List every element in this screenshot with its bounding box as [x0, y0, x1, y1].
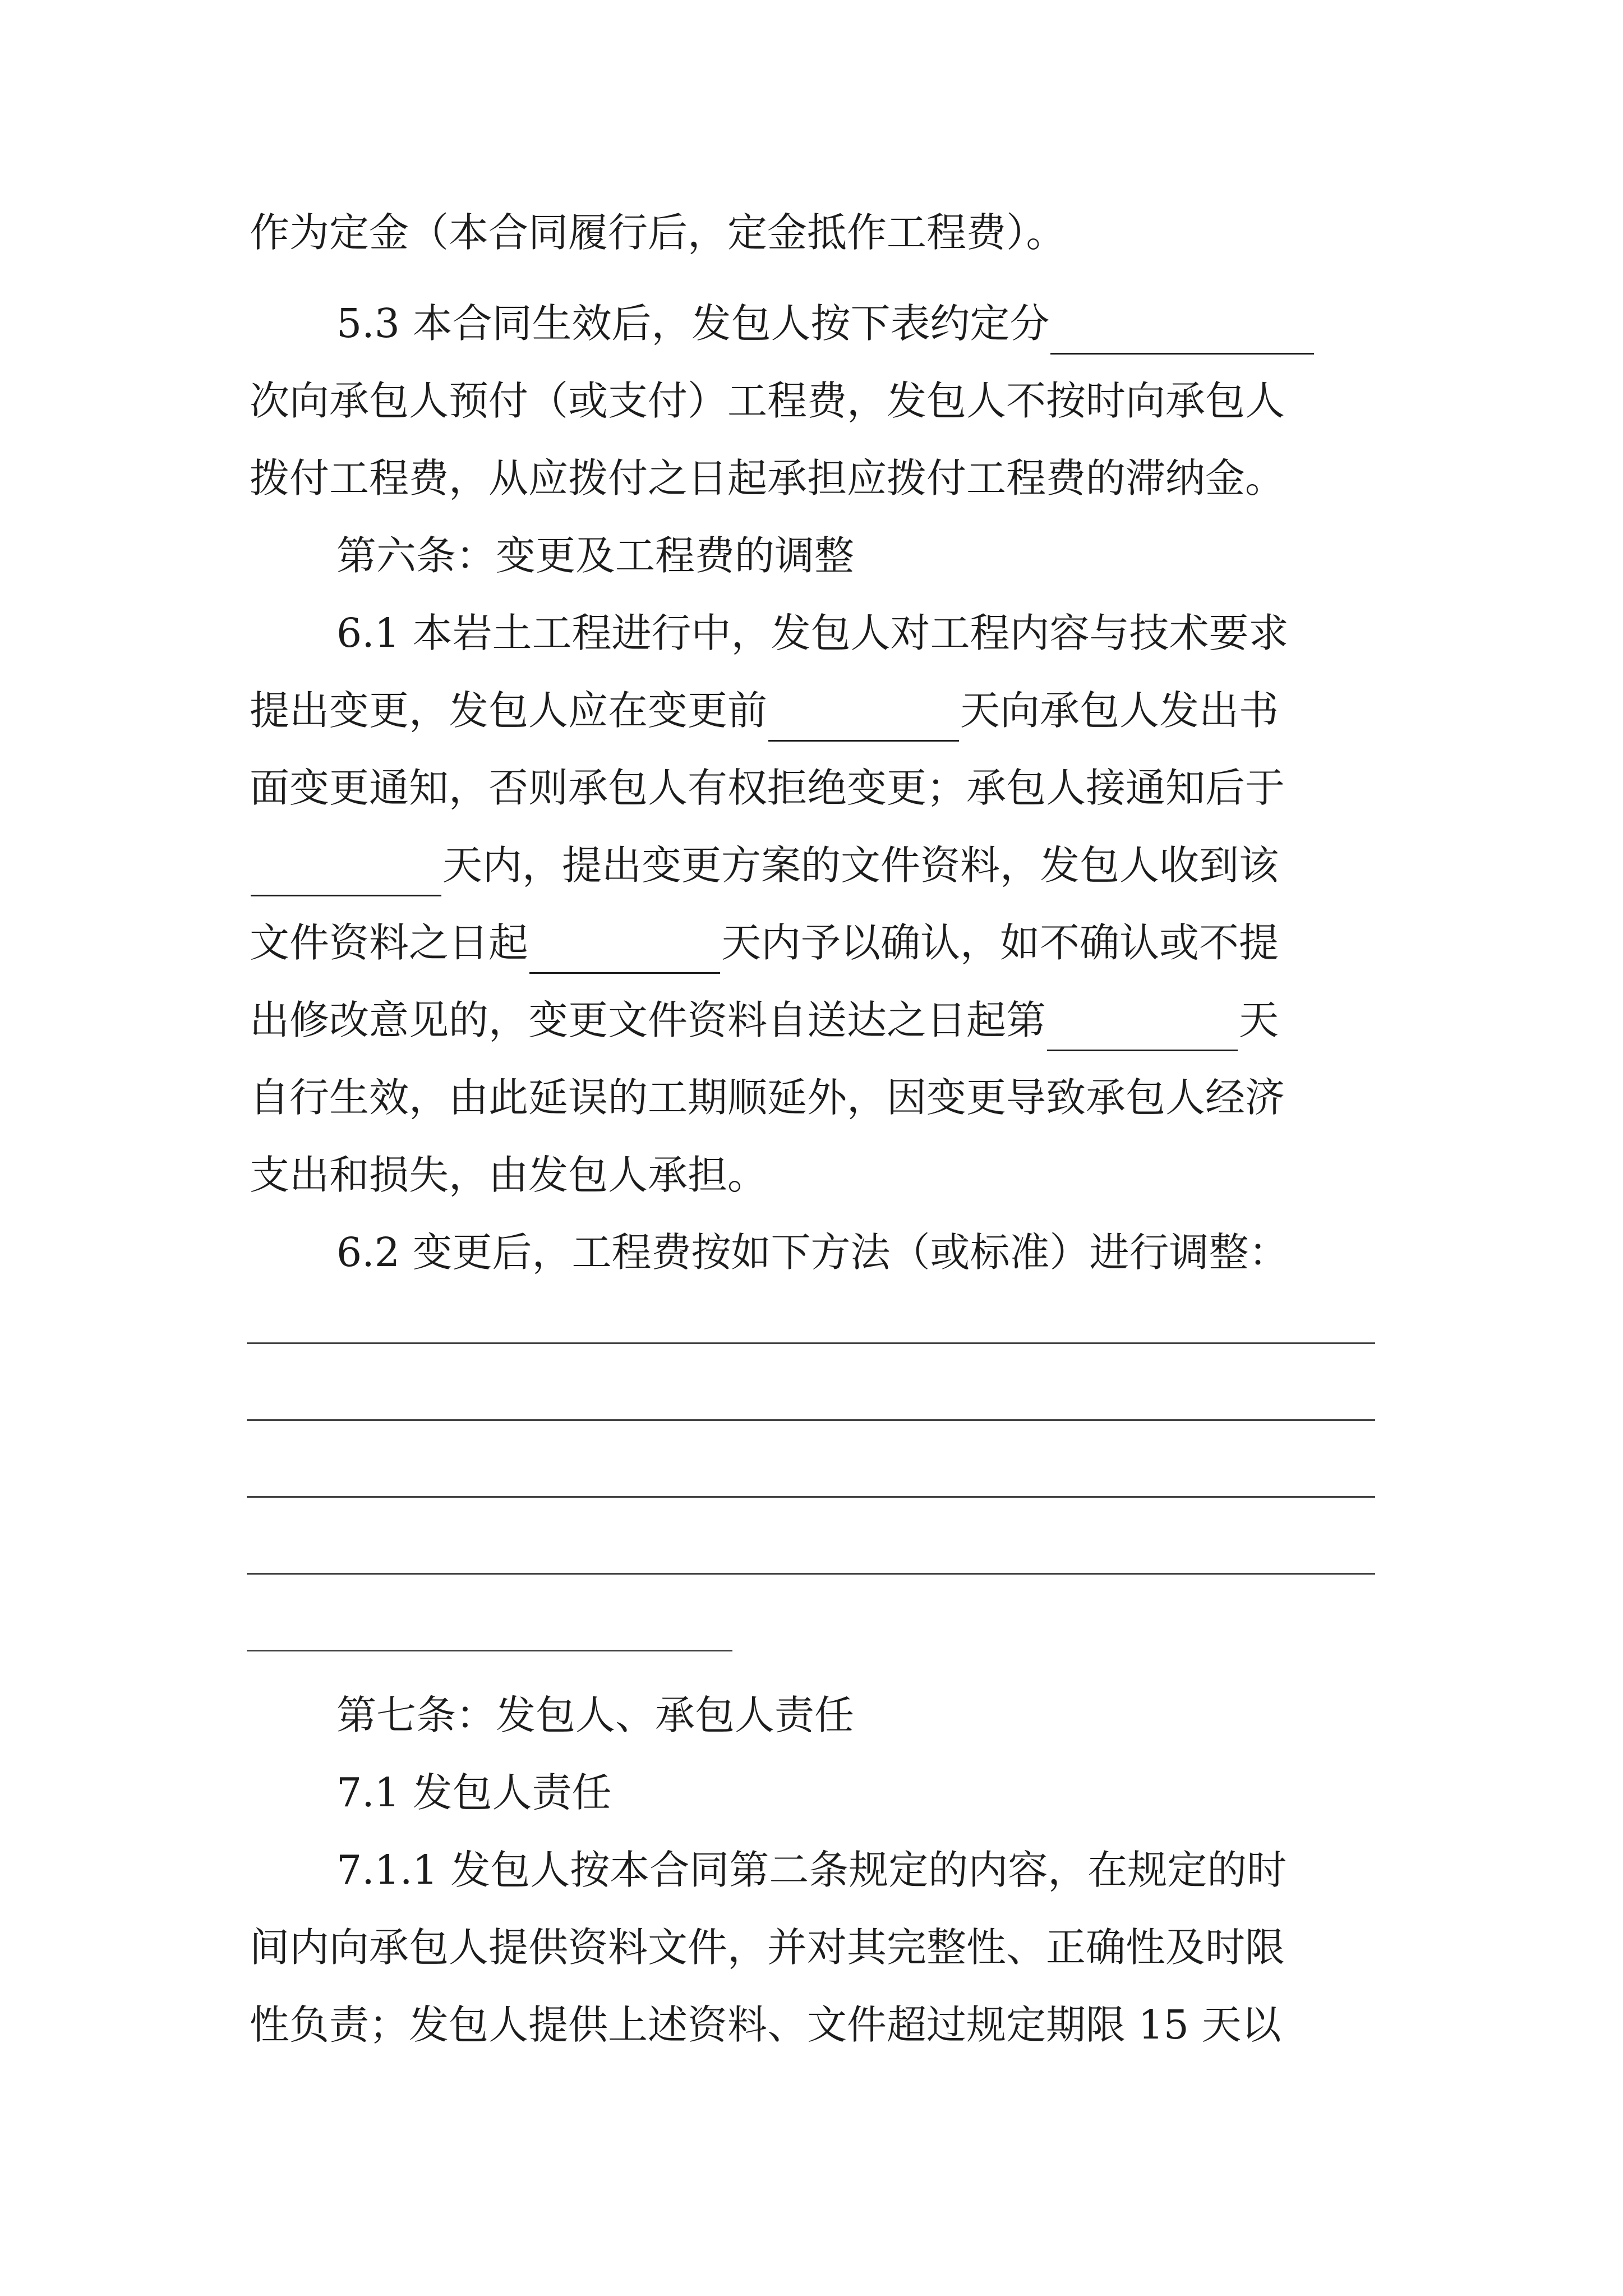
clause-6-1-text: 6.1 本岩土工程进行中，发包人对工程内容与技术要求 [336, 610, 1289, 656]
text-line [250, 912, 1279, 974]
text-line: 性负责；发包人提供上述资料、文件超过规定期限 15 天以 [250, 2001, 1281, 2048]
text-line [250, 990, 1279, 1051]
text-segment: 天 [1239, 997, 1279, 1043]
text-line: 面变更通知，否则承包人有权拒绝变更；承包人接通知后于 [250, 765, 1285, 811]
text-line: 间内向承包人提供资料文件，并对其完整性、正确性及时限 [250, 1924, 1285, 1971]
fill-rule-line[interactable] [247, 1419, 1375, 1421]
text-line [250, 680, 1279, 742]
fill-rule-line[interactable] [247, 1573, 1375, 1575]
clause-6-2-text: 6.2 变更后，工程费按如下方法（或标准）进行调整： [336, 1229, 1289, 1276]
clause-7-1-heading: 7.1 发包人责任 [336, 1769, 612, 1816]
fill-blank[interactable] [768, 695, 959, 742]
text-line [250, 835, 1279, 896]
fill-rule-line[interactable] [247, 1342, 1375, 1344]
text-segment: 文件资料之日起 [250, 919, 529, 966]
text-line [336, 293, 1315, 355]
text-line: 支出和损失，由发包人承担。 [250, 1152, 768, 1198]
clause-7-1-1-text: 7.1.1 发包人按本合同第二条规定的内容，在规定的时 [336, 1847, 1287, 1893]
text-line: 自行生效，由此延误的工期顺延外，因变更导致承包人经济 [250, 1074, 1285, 1121]
text-line: 拨付工程费，从应拨付之日起承担应拨付工程费的滞纳金。 [250, 455, 1285, 501]
text-segment: 天内，提出变更方案的文件资料，发包人收到该 [442, 842, 1279, 889]
fill-blank[interactable] [1050, 308, 1314, 355]
article-7-heading: 第七条：发包人、承包人责任 [336, 1692, 855, 1738]
fill-blank[interactable] [529, 927, 720, 974]
fill-blank[interactable] [251, 850, 441, 896]
text-line: 次向承包人预付（或支付）工程费，发包人不按时向承包人 [250, 378, 1285, 424]
text-segment: 出修改意见的，变更文件资料自送达之日起第 [250, 997, 1046, 1043]
text-segment: 提出变更，发包人应在变更前 [250, 687, 768, 734]
text-segment: 天内予以确认，如不确认或不提 [721, 919, 1279, 966]
fill-rule-line[interactable] [247, 1650, 732, 1651]
text-line: 作为定金（本合同履行后，定金抵作工程费）。 [250, 209, 1066, 256]
fill-rule-line[interactable] [247, 1496, 1375, 1498]
fill-blank[interactable] [1047, 1005, 1238, 1051]
clause-5-3-text: 5.3 本合同生效后，发包人按下表约定分 [336, 300, 1050, 347]
text-segment: 天向承包人发出书 [960, 687, 1279, 734]
article-6-heading: 第六条：变更及工程费的调整 [336, 532, 855, 579]
